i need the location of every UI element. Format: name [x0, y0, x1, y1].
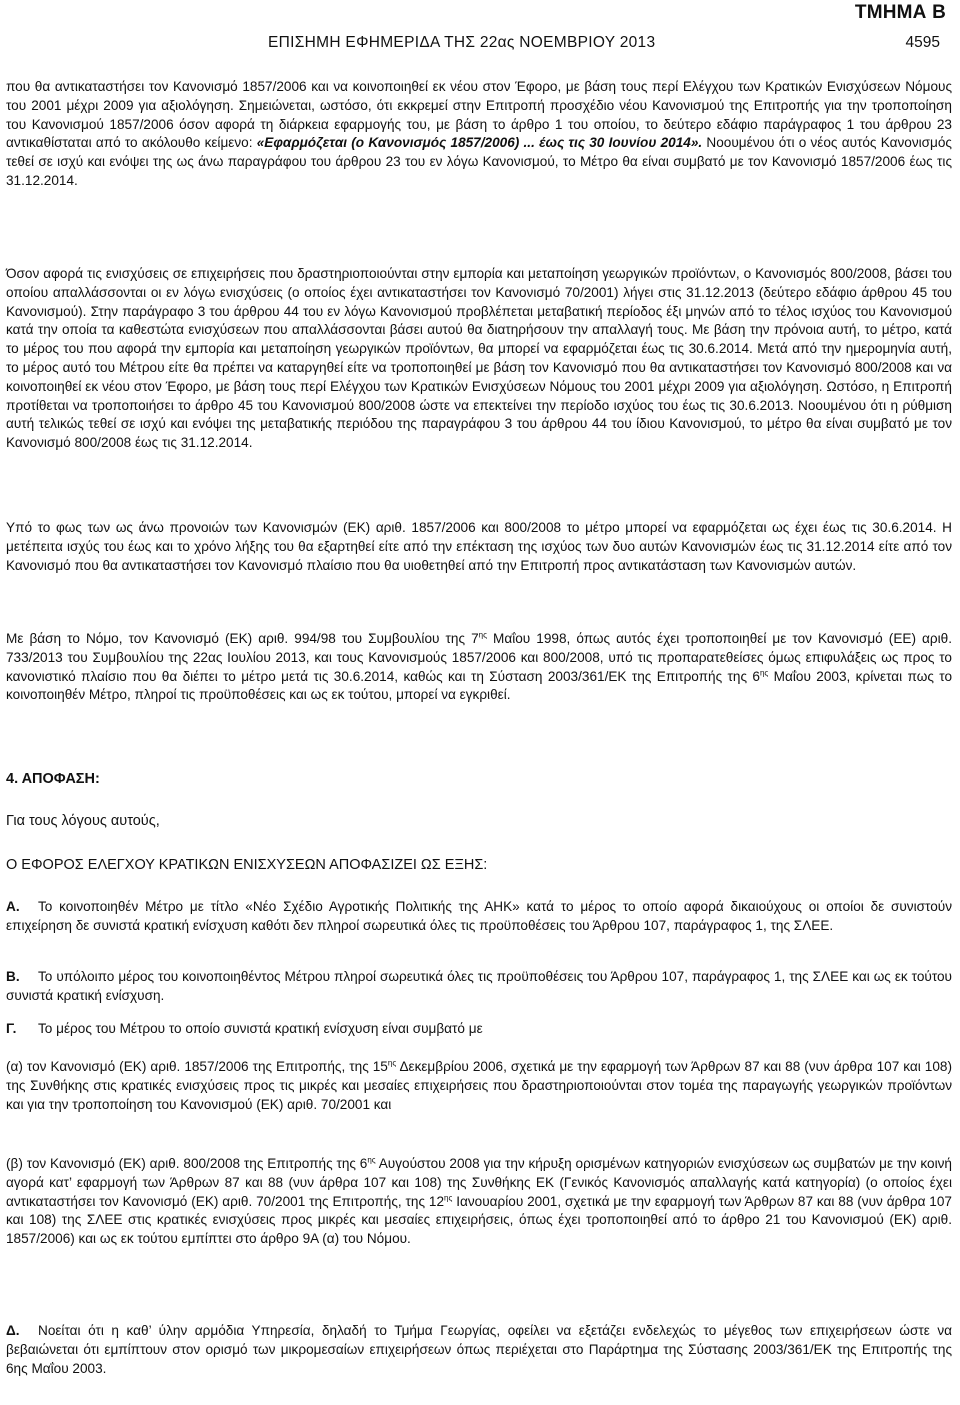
paragraph-4 [6, 630, 952, 705]
reasons-line: Για τους λόγους αυτούς, [6, 813, 160, 829]
paragraph-4-text-mid: Μαΐου 1998, όπως αυτός έχει τροποποιηθεί με τον Κανονισμό (ΕΕ) αριθ. 733/2013 του Συμβουλίου της 22ας Ιουλίου 2013, και τους Κανονισμούς 1857/2006 και 800/2008, υπό τις προπαρατεθείσες όμως επιφυλάξεις ως προς το κανονιστικό πλαίσιο που θα διέπει το μέτρο μετά τις 30.6.2014, καθώς και τη Σύσταση 2003/361/ΕΚ της Επιτροπής της 6 [6, 631, 952, 684]
sub-item-text-mid: Αυγούστου 2008 για την κήρυξη ορισμένων κατηγοριών ενισχύσεων ως συμβατών με την κοινή αγορά κατ’ εφαρμογή των Άρθρων 87 και 88 (νυν άρθρα 107 και 108) της Συνθήκης ΕΚ (Γενικός Κανονισμός απαλλαγής κατά κατηγορία) (ο οποίος έχει αντικαταστήσει τον Κανονισμό (ΕΚ) αριθ. 70/2001 της Επιτροπής, της 12 [6, 1156, 952, 1209]
item-label: Γ. [6, 1021, 17, 1036]
item-label: Β. [6, 969, 20, 984]
item-label: Δ. [6, 1323, 20, 1338]
paragraph-4-text: Με βάση το Νόμο, τον Κανονισμό (ΕΚ) αριθ. 994/98 του Συμβουλίου της 7 [6, 631, 479, 646]
page-number: 4595 [905, 34, 940, 51]
decision-item-b [6, 968, 952, 1006]
item-text: Το κοινοποιηθέν Μέτρο με τίτλο «Νέο Σχέδιο Αγροτικής Πολιτικής της ΑΗΚ» κατά το μέρος το οποίο αφορά δικαιούχους οι οποίοι δε συνιστούν επιχείρηση δε συνιστά κρατική ενίσχυση καθότι δεν πληροί σωρευτικά όλες τις προϋποθέσεις του Άρθρου 107, παράγραφος 1, της ΣΛΕΕ. [6, 899, 952, 933]
decision-item-d [6, 1322, 952, 1378]
sub-item-text-end: Ιανουαρίου 2001, σχετικά με την εφαρμογή των Άρθρων 87 και 88 (νυν άρθρα 107 και 108) της ΣΛΕΕ στις κρατικές ενισχύσεις προς μικρές και μεσαίες επιχειρήσεις, όπως έχει τροποποιηθεί από το άρθρο 21 του Κανονισμού (ΕΚ) αριθ. 1857/2006) και ως εκ τούτου εμπίπτει στο άρθρο 9Α (α) του Νόμου. [6, 1193, 952, 1247]
superscript: ης [478, 630, 487, 640]
superscript: ης [367, 1155, 376, 1165]
sub-item-text-end: Δεκεμβρίου 2006, σχετικά με την εφαρμογή των Άρθρων 87 και 88 (νυν άρθρα 107 και 108) της Συνθήκης στις κρατικές ενισχύσεις προς τις μικρές και μεσαίες επιχειρήσεις που δραστηριοποιούνται στον τομέα της παραγωγής γεωργικών προϊόντων και για την τροποποίηση του Κανονισμού (ΕΚ) αριθ. 70/2001 και [6, 1059, 952, 1112]
journal-header: ΕΠΙΣΗΜΗ ΕΦΗΜΕΡΙΔΑ ΤΗΣ 22ας ΝΟΕΜΒΡΙΟΥ 2013 [268, 34, 656, 51]
superscript: ης [759, 668, 769, 678]
item-label: Α. [6, 899, 20, 914]
decision-heading: 4. ΑΠΟΦΑΣΗ: [6, 771, 100, 787]
item-text: Το υπόλοιπο μέρος του κοινοποιηθέντος Μέτρου πληροί σωρευτικά όλες τις προϋποθέσεις του Άρθρου 107, παράγραφος 1, της ΣΛΕΕ και ως εκ τούτου συνιστά κρατική ενίσχυση. [6, 969, 952, 1003]
sub-item-b [6, 1155, 952, 1249]
superscript: ης [387, 1058, 397, 1068]
item-text: Νοείται ότι η καθ’ ύλην αρμόδια Υπηρεσία, δηλαδή το Τμήμα Γεωργίας, οφείλει να εξετάζει ενδελεχώς το μέγεθος των επιχειρήσεων ώστε να βεβαιώνεται ότι εμπίπτουν στον ορισμό των μικρομεσαίων επιχειρήσεων όπως περιέχεται στο Παράρτημα της Σύστασης 2003/361/ΕΚ της Επιτροπής της 6ης Μαΐου 2003. [6, 1323, 952, 1376]
sub-item-text: (β) τον Κανονισμό (ΕΚ) αριθ. 800/2008 της Επιτροπής της 6 [6, 1156, 368, 1171]
item-text: Το μέρος του Μέτρου το οποίο συνιστά κρατική ενίσχυση είναι συμβατό με [38, 1021, 483, 1036]
decision-item-g [6, 1020, 952, 1039]
section-tag: ΤΜΗΜΑ Β [854, 2, 946, 23]
paragraph-1 [6, 78, 952, 191]
sub-item-a [6, 1058, 952, 1114]
sub-item-text: (α) τον Κανονισμό (ΕΚ) αριθ. 1857/2006 της Επιτροπής, της 15 [6, 1059, 388, 1074]
paragraph-2: Όσον αφορά τις ενισχύσεις σε επιχειρήσεις που δραστηριοποιούνται στην εμπορία και μεταποίηση γεωργικών προϊόντων, ο Κανονισμός 800/2008, βάσει του οποίου απαλλάσσονται οι εν λόγω ενισχύσεις (ο οποίος έχει αντικαταστήσει τον Κανονισμό 70/2001) λήγει στις 31.12.2013 (δεύτερο εδάφιο άρθρου 45 του Κανονισμού). Στην παράγραφο 3 του άρθρου 44 του εν λόγω Κανονισμού προβλέπεται μεταβατική περίοδος έξι μηνών από το τέλος ισχύος του Κανονισμού κατά την οποία τα καθεστώτα ενισχύσεων που απαλλάσσονται βάσει αυτού θα διατηρήσουν την απαλλαγή τους. Με βάση την πρόνοια αυτή, το μέτρο, κατά το μέρος του που αφορά την εμπορία και μεταποίηση γεωργικών προϊόντων, θα μπορεί να εφαρμόζεται έως τις 30.6.2014. Μετά από την ημερομηνία αυτή, το μέρος αυτό του Μέτρου είτε θα πρέπει να καταργηθεί είτε να τροποποιηθεί με βάση τον Κανονισμό που θα αντικαταστήσει τον Κανονισμό 800/2008 και να κοινοποιηθεί εκ νέου στον Έφορο, με βάση τους περί Ελέγχου των Κρατικών Ενισχύσεων Νόμους του 2001 μέχρι 2009 για αξιολόγηση. Ωστόσο, η Επιτροπή προτίθεται να τροποποιήσει το άρθρο 45 του Κανονισμού 800/2008 ώστε να επεκτείνει την περίοδο ισχύος του έως τις 30.6.2013. Νοουμένου ότι η ρύθμιση αυτή τελικώς τεθεί σε ισχύ και ενόψει της μεταβατικής περιόδου της παραγράφου 3 του άρθρου 44 του ίδιου Κανονισμού, το μέτρο θα είναι συμβατό με τον Κανονισμό 800/2008 έως τις 31.12.2014. [6, 266, 952, 451]
paragraph-4-text-end: Μαΐου 2003, κρίνεται πως το κοινοποιηθέν Μέτρο, πληροί τις προϋποθέσεις και ως εκ τούτου, μπορεί να εγκριθεί. [6, 668, 953, 703]
paragraph-1-text-end: Νοουμένου ότι ο νέος αυτός Κανονισμός τεθεί σε ισχύ και ενόψει της ως άνω παραγράφου του άρθρου 23 του εν λόγω Κανονισμού, το Μέτρο θα είναι συμβατό με τον Κανονισμό 1857/2006 έως τις 31.12.2014. [6, 135, 952, 188]
paragraph-3: Υπό το φως των ως άνω προνοιών των Κανονισμών (ΕΚ) αριθ. 1857/2006 και 800/2008 το μέτρο μπορεί να εφαρμόζεται ως έχει έως τις 30.6.2014. Η μετέπειτα ισχύς του έως και το χρόνο λήξης του θα εξαρτηθεί είτε από την επέκταση της ισχύος των δυο αυτών Κανονισμών έως τις 31.12.2014 είτε από τον Κανονισμό που θα αντικαταστήσει τον Κανονισμό πλαίσιο που θα υιοθετηθεί από την Επιτροπή προς αντικατάσταση των Κανονισμών αυτών. [6, 520, 952, 573]
decision-title: Ο ΕΦΟΡΟΣ ΕΛΕΓΧΟΥ ΚΡΑΤΙΚΩΝ ΕΝΙΣΧΥΣΕΩΝ ΑΠΟΦΑΣΙΖΕΙ ΩΣ ΕΞΗΣ: [6, 857, 488, 873]
decision-item-a [6, 898, 952, 936]
superscript: ης [444, 1193, 453, 1203]
paragraph-1-text: που θα αντικαταστήσει τον Κανονισμό 1857/2006 και να κοινοποιηθεί εκ νέου στον Έφορο, με βάση τους περί Ελέγχου των Κρατικών Ενισχύσεων Νόμους του 2001 μέχρι 2009 για αξιολόγηση. Σημειώνεται, ωστόσο, ότι εκκρεμεί στην Επιτροπή προσχέδιο νέου Κανονισμού της Επιτροπής για την τροποποίηση του Κανονισμού 1857/2006 όσον αφορά τη διάρκεια εφαρμογής του, με βάση το άρθρο 1 του οποίου, το δεύτερο εδάφιο παράγραφος 1 του άρθρου 23 αντικαθίσταται από το ακόλουθο κείμενο: [6, 79, 952, 151]
paragraph-1-quote: «Εφαρμόζεται (ο Κανονισμός 1857/2006) ... έως τις 30 Ιουνίου 2014». [256, 135, 703, 151]
